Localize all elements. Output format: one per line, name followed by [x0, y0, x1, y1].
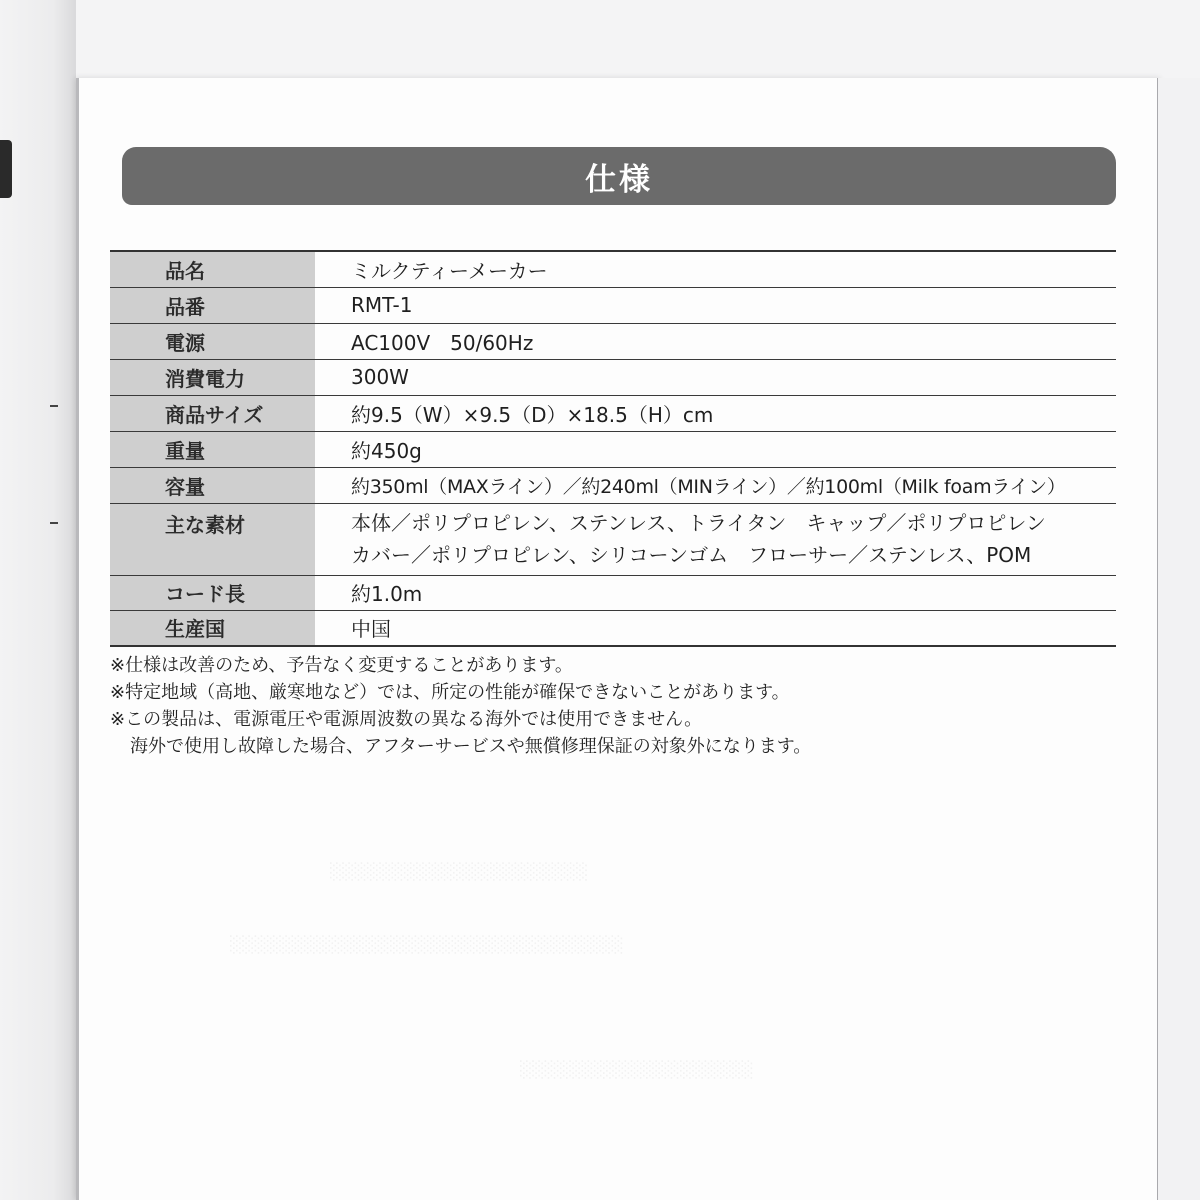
- spec-value: AC100V 50/60Hz: [315, 323, 1116, 359]
- spec-value: 約1.0m: [315, 575, 1116, 610]
- spec-label: 主な素材: [110, 503, 315, 575]
- spec-label: コード長: [110, 575, 315, 610]
- bleed-through-text: ░░░░░░░░░░░░░░░░░░░: [520, 1060, 754, 1079]
- page-top-background: [76, 0, 1200, 78]
- spec-value: 300W: [315, 359, 1116, 395]
- spec-value-line: 本体／ポリプロピレン、ステンレス、トライタン キャップ／ポリプロピレン: [351, 511, 1046, 535]
- spec-label: 生産国: [110, 610, 315, 646]
- spec-value: RMT-1: [315, 287, 1116, 323]
- table-row: [110, 610, 1116, 646]
- spec-value: 約350ml（MAXライン）／約240ml（MINライン）／約100ml（Milk foamライン）: [315, 467, 1116, 503]
- spec-label: 消費電力: [110, 359, 315, 395]
- page-crease-mark: [50, 522, 58, 524]
- note-line: 海外で使用し故障した場合、アフターサービスや無償修理保証の対象外になります。: [130, 736, 812, 757]
- note-line: ※仕様は改善のため、予告なく変更することがあります。: [110, 655, 573, 676]
- next-page-edge: [1157, 78, 1200, 1200]
- table-row: [110, 467, 1116, 503]
- bleed-through-text: ░░░░░░░░░░░░░░░░░░░░░░░░░░░░░░░░: [230, 935, 624, 954]
- spec-value: 中国: [315, 610, 1116, 646]
- spec-label: 重量: [110, 431, 315, 467]
- page-crease-mark: [50, 405, 58, 407]
- spec-label: 容量: [110, 467, 315, 503]
- spec-label: 電源: [110, 323, 315, 359]
- table-row: [110, 251, 1116, 287]
- table-row: [110, 431, 1116, 467]
- page-tab-marker: [0, 140, 12, 198]
- note-line: ※この製品は、電源電圧や電源周波数の異なる海外では使用できません。: [110, 709, 703, 730]
- spec-value: 約450g: [315, 431, 1116, 467]
- table-row: [110, 503, 1116, 575]
- spec-value: 約9.5（W）×9.5（D）×18.5（H）cm: [315, 395, 1116, 431]
- spec-value: ミルクティーメーカー: [315, 251, 1116, 287]
- spec-label: 品番: [110, 287, 315, 323]
- previous-page-edge: [0, 0, 76, 1200]
- spec-value-multiline: [315, 503, 1116, 575]
- table-row: [110, 575, 1116, 610]
- table-row: [110, 359, 1116, 395]
- spec-value-line: カバー／ポリプロピレン、シリコーンゴム フローサー／ステンレス、POM: [351, 543, 1032, 567]
- table-row: [110, 287, 1116, 323]
- note-line: ※特定地域（高地、厳寒地など）では、所定の性能が確保できないことがあります。: [110, 682, 790, 703]
- section-title-bar: [122, 147, 1116, 205]
- section-title: 仕様: [585, 161, 653, 198]
- spec-label: 品名: [110, 251, 315, 287]
- notes-section: [110, 652, 811, 760]
- table-row: [110, 323, 1116, 359]
- spec-table: [110, 250, 1116, 647]
- spec-label: 商品サイズ: [110, 395, 315, 431]
- table-row: [110, 395, 1116, 431]
- bleed-through-text: ░░░░░░░░░░░░░░░░░░░░░: [330, 862, 589, 881]
